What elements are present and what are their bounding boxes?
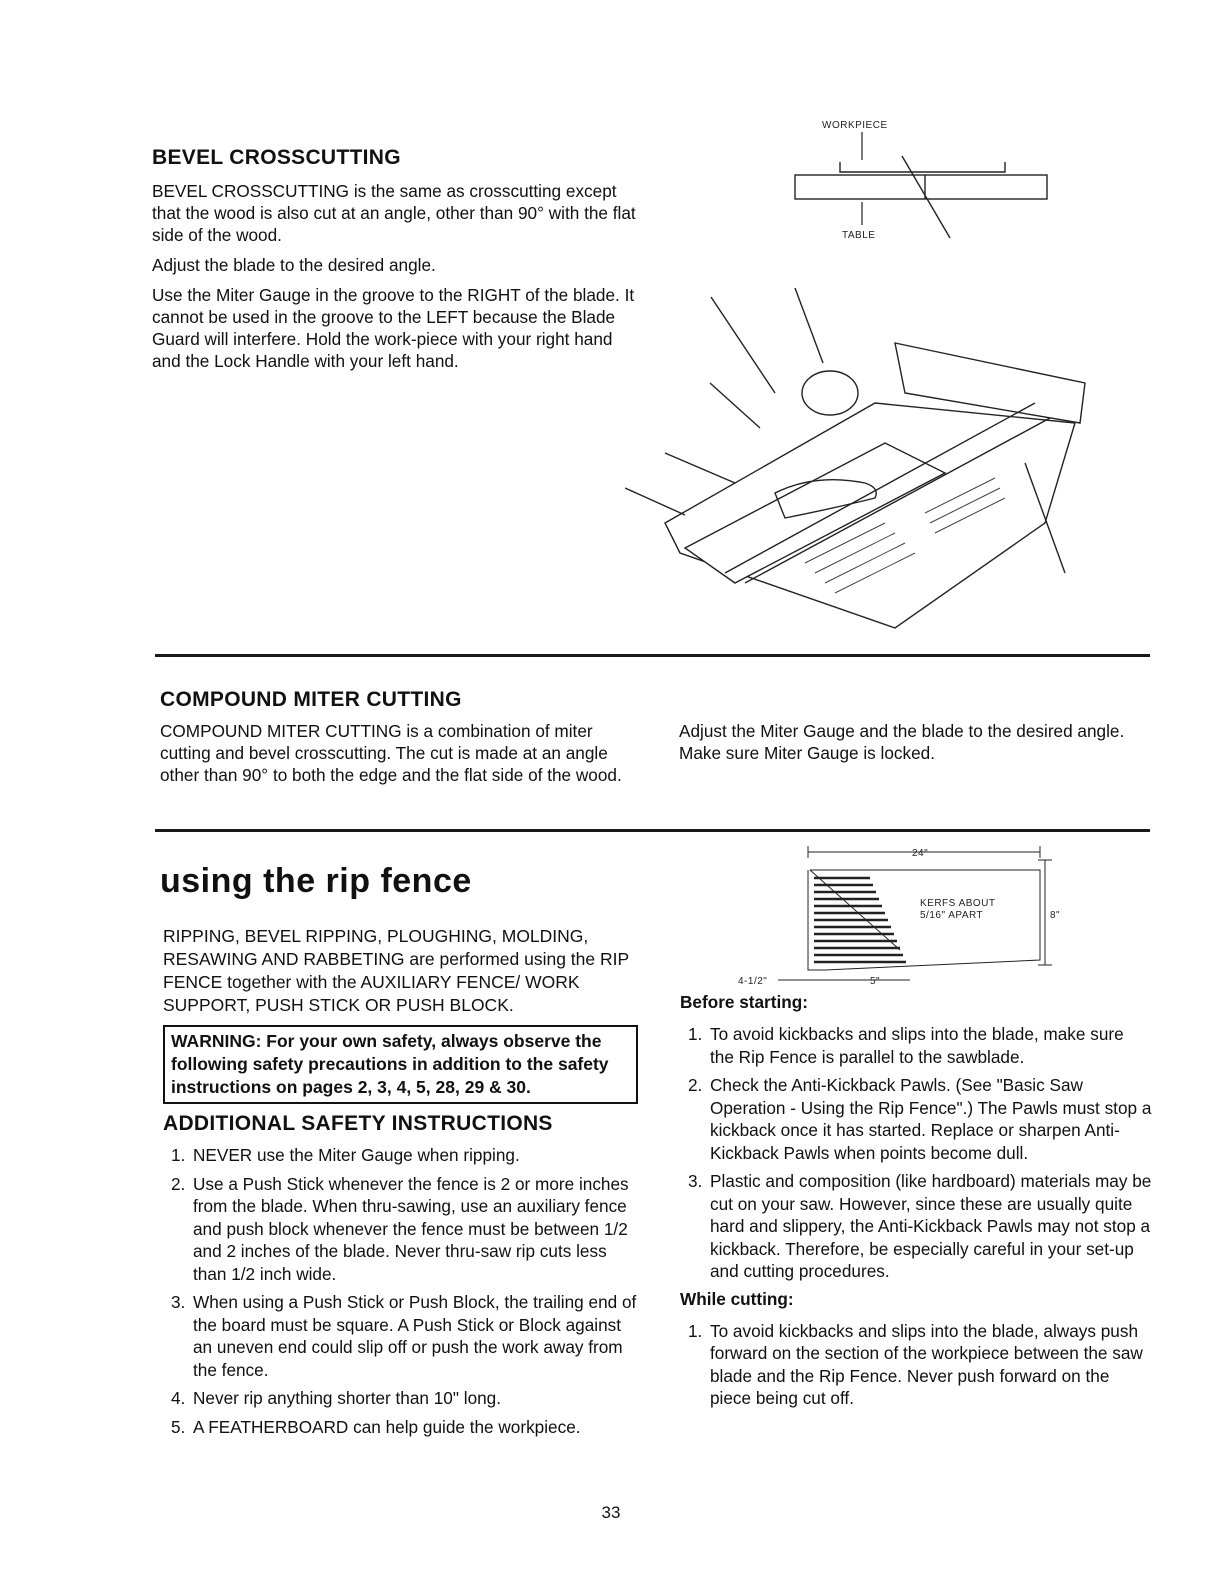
blade-angle-line [902,156,950,238]
section-divider-1 [155,654,1150,657]
bevel-paragraph-1: BEVEL CROSSCUTTING is the same as crosscutting except that the wood is also cut at an angle, other than 90° with the flat side of the wood. [152,181,636,245]
table-saw-illustration [625,283,1095,643]
additional-safety-list [163,1144,638,1438]
rip-intro: RIPPING, BEVEL RIPPING, PLOUGHING, MOLDING, RESAWING AND RABBETING are performed using the RIP FENCE together with the AUXILIARY FENCE/ WORK SUPPORT, PUSH STICK OR PUSH BLOCK. [163,926,629,1015]
compound-miter-text [160,720,635,794]
workpiece-board [685,443,945,583]
before-starting-heading: Before starting: [680,992,808,1012]
rip-fence-left-column [163,925,638,1444]
rip-fence-right-column [680,992,1152,1416]
page-number: 33 [601,1503,621,1522]
dim-5-label: 5" [870,976,881,987]
list-item: 2. Use a Push Stick whenever the fence is 2 or more inches from the blade. When thru-sawing, use an auxiliary fence and push block whenever the fence must be between 1/2 and 2 inches of the blade. Never thru-saw rip cuts less than 1/2 inch wide. [171,1173,629,1284]
bevel-paragraph-2: Adjust the blade to the desired angle. [152,255,436,275]
motion-line-3 [710,383,760,428]
workpiece-label: WORKPIECE [822,120,888,131]
blade-guard [895,343,1085,423]
while-cutting-heading: While cutting: [680,1288,794,1309]
warning-box: WARNING: For your own safety, always observe the following safety precautions in addition to the safety instructions on pages 2, 3, 4, 5, 28, 29 & 30. [163,1025,638,1104]
compound-miter-heading: COMPOUND MITER CUTTING [160,688,462,711]
list-item: 1. NEVER use the Miter Gauge when ripping. [171,1145,520,1165]
miter-gauge-bar [725,403,1035,573]
kerfs-label-2: 5/16" APART [920,910,984,921]
section-divider-2 [155,829,1150,832]
fence-leg [1025,463,1065,573]
featherboard-diagram [730,840,1060,990]
bevel-crosscutting-heading: BEVEL CROSSCUTTING [152,146,401,169]
table-outline [795,175,1047,199]
list-item: 5. A FEATHERBOARD can help guide the workpiece. [171,1416,581,1437]
list-item: 1. To avoid kickbacks and slips into the blade, make sure the Rip Fence is parallel to the sawblade. [688,1024,1124,1067]
dim-4-5-label: 4-1/2" [738,976,768,987]
compound-paragraph-2: Adjust the Miter Gauge and the blade to the desired angle. Make sure Miter Gauge is locked. [679,721,1125,763]
workpiece-outline [840,162,1005,172]
compound-paragraph-1: COMPOUND MITER CUTTING is a combination of miter cutting and bevel crosscutting. The cut is made at an angle other than 90° to both the edge and the flat side of the wood. [160,721,622,785]
motion-line-1 [711,297,775,393]
list-item: 1. To avoid kickbacks and slips into the blade, always push forward on the section of the workpiece between the saw blade and the Rip Fence. Never push forward on the piece being cut off. [688,1320,1143,1408]
lock-handle [802,371,858,415]
featherboard-angle [810,870,900,950]
motion-line-5 [625,488,685,515]
list-item: 2. Check the Anti-Kickback Pawls. (See "Basic Saw Operation - Using the Rip Fence".) The Pawls must stop a kickback once it has started. Replace or sharpen Anti-Kickback Pawls when points become dull. [688,1075,1152,1163]
table-label: TABLE [842,230,876,241]
rip-fence-heading: using the rip fence [160,862,472,900]
kerfs-label-1: KERFS ABOUT [920,898,996,909]
dim-8-label: 8" [1050,910,1060,921]
list-item: 3. When using a Push Stick or Push Block, the trailing end of the board must be square. A Push Stick or Block against an uneven end could slip off or push the work away from the fence. [171,1292,637,1380]
before-starting-list [680,1023,1152,1283]
compound-miter-text-right [679,720,1149,772]
while-cutting-list [680,1320,1152,1410]
list-item: 3. Plastic and composition (like hardboard) materials may be cut on your saw. However, since these are usually quite hard and slippery, the Anti-Kickback Pawls may not stop a kickback. Therefore, be especially careful in your set-up and cutting procedures. [688,1171,1152,1281]
motion-line-4 [665,453,735,483]
motion-line-2 [795,288,823,363]
bevel-cut-diagram [780,110,1070,250]
list-item: 4. Never rip anything shorter than 10" long. [171,1388,502,1408]
bevel-crosscutting-text [152,180,637,380]
dim-24-label: 24" [912,848,929,859]
bevel-paragraph-3: Use the Miter Gauge in the groove to the RIGHT of the blade. It cannot be used in the groove to the LEFT because the Blade Guard will interfere. Hold the work-piece with your right hand and the Lock Handle with your left hand. [152,285,635,371]
additional-safety-heading: ADDITIONAL SAFETY INSTRUCTIONS [163,1112,553,1135]
